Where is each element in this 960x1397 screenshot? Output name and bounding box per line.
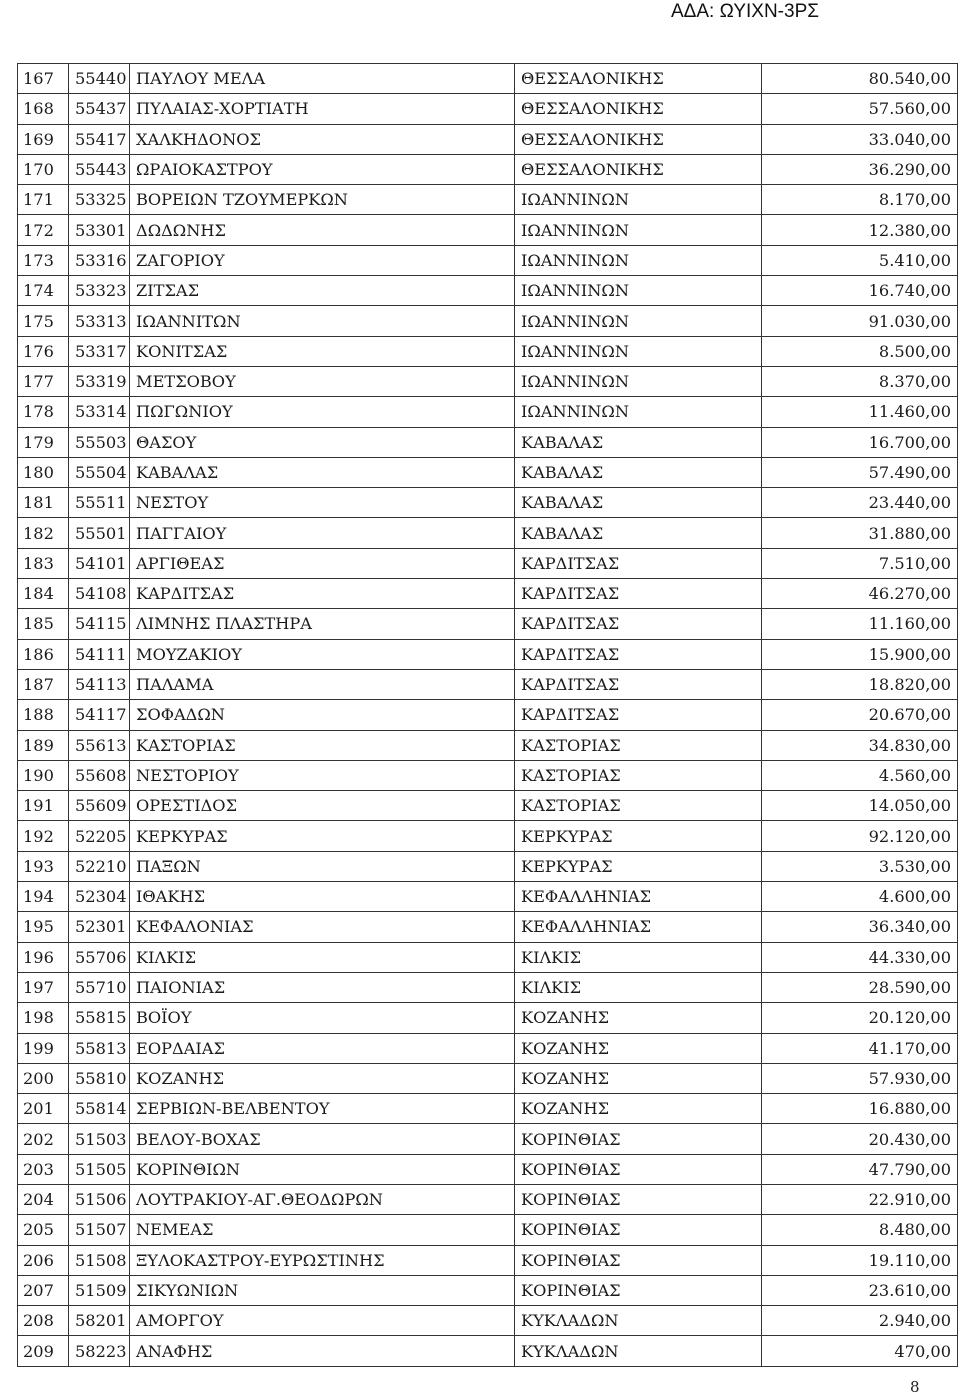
- row-number-cell: 208: [18, 1306, 69, 1336]
- amount-cell: 8.170,00: [762, 185, 958, 215]
- prefecture-cell: ΙΩΑΝΝΙΝΩΝ: [515, 397, 762, 427]
- table-row: [18, 1063, 958, 1093]
- municipality-name-cell: ΧΑΛΚΗΔΟΝΟΣ: [130, 124, 515, 154]
- municipality-code-cell: 55504: [69, 457, 130, 487]
- municipality-code-cell: 51509: [69, 1275, 130, 1305]
- table-row: [18, 942, 958, 972]
- municipality-name-cell: ΛΟΥΤΡΑΚΙΟΥ-ΑΓ.ΘΕΟΔΩΡΩΝ: [130, 1184, 515, 1214]
- prefecture-cell: ΚΟΡΙΝΘΙΑΣ: [515, 1275, 762, 1305]
- municipality-name-cell: ΩΡΑΙΟΚΑΣΤΡΟΥ: [130, 154, 515, 184]
- prefecture-cell: ΚΟΖΑΝΗΣ: [515, 1094, 762, 1124]
- prefecture-cell: ΚΕΡΚΥΡΑΣ: [515, 821, 762, 851]
- amount-cell: 34.830,00: [762, 730, 958, 760]
- municipality-name-cell: ΠΑΞΩΝ: [130, 851, 515, 881]
- table-row: [18, 488, 958, 518]
- table-row: [18, 730, 958, 760]
- row-number-cell: 186: [18, 639, 69, 669]
- municipality-name-cell: ΚΑΣΤΟΡΙΑΣ: [130, 730, 515, 760]
- amount-cell: 11.160,00: [762, 609, 958, 639]
- municipality-name-cell: ΒΟΪΟΥ: [130, 1003, 515, 1033]
- prefecture-cell: ΚΑΣΤΟΡΙΑΣ: [515, 791, 762, 821]
- row-number-cell: 198: [18, 1003, 69, 1033]
- table-row: [18, 821, 958, 851]
- row-number-cell: 196: [18, 942, 69, 972]
- amount-cell: 31.880,00: [762, 518, 958, 548]
- municipality-code-cell: 55814: [69, 1094, 130, 1124]
- prefecture-cell: ΙΩΑΝΝΙΝΩΝ: [515, 366, 762, 396]
- municipality-code-cell: 53301: [69, 215, 130, 245]
- table-row: [18, 851, 958, 881]
- amount-cell: 20.670,00: [762, 700, 958, 730]
- prefecture-cell: ΚΥΚΛΑΔΩΝ: [515, 1336, 762, 1366]
- prefecture-cell: ΙΩΑΝΝΙΝΩΝ: [515, 215, 762, 245]
- amount-cell: 12.380,00: [762, 215, 958, 245]
- municipality-code-cell: 53323: [69, 276, 130, 306]
- municipality-code-cell: 54117: [69, 700, 130, 730]
- row-number-cell: 169: [18, 124, 69, 154]
- municipality-code-cell: 55437: [69, 94, 130, 124]
- table-row: [18, 306, 958, 336]
- prefecture-cell: ΚΟΡΙΝΘΙΑΣ: [515, 1124, 762, 1154]
- row-number-cell: 184: [18, 579, 69, 609]
- table-row: [18, 1184, 958, 1214]
- table-row: [18, 215, 958, 245]
- municipality-name-cell: ΠΑΥΛΟΥ ΜΕΛΑ: [130, 64, 515, 94]
- table-row: [18, 457, 958, 487]
- prefecture-cell: ΚΑΒΑΛΑΣ: [515, 518, 762, 548]
- row-number-cell: 176: [18, 336, 69, 366]
- municipality-name-cell: ΠΑΓΓΑΙΟΥ: [130, 518, 515, 548]
- amount-cell: 22.910,00: [762, 1184, 958, 1214]
- table-row: [18, 276, 958, 306]
- table-row: [18, 760, 958, 790]
- prefecture-cell: ΚΑΒΑΛΑΣ: [515, 427, 762, 457]
- municipality-code-cell: 54111: [69, 639, 130, 669]
- municipality-code-cell: 55503: [69, 427, 130, 457]
- table-row: [18, 336, 958, 366]
- row-number-cell: 182: [18, 518, 69, 548]
- row-number-cell: 185: [18, 609, 69, 639]
- municipality-code-cell: 51508: [69, 1245, 130, 1275]
- row-number-cell: 172: [18, 215, 69, 245]
- row-number-cell: 175: [18, 306, 69, 336]
- municipality-code-cell: 58223: [69, 1336, 130, 1366]
- amount-cell: 57.930,00: [762, 1063, 958, 1093]
- table-row: [18, 518, 958, 548]
- row-number-cell: 180: [18, 457, 69, 487]
- table-row: [18, 1003, 958, 1033]
- municipality-code-cell: 55609: [69, 791, 130, 821]
- row-number-cell: 170: [18, 154, 69, 184]
- table-row: [18, 94, 958, 124]
- municipality-code-cell: 55511: [69, 488, 130, 518]
- table-row: [18, 245, 958, 275]
- municipality-code-cell: 51507: [69, 1215, 130, 1245]
- municipality-code-cell: 55608: [69, 760, 130, 790]
- prefecture-cell: ΘΕΣΣΑΛΟΝΙΚΗΣ: [515, 94, 762, 124]
- municipality-name-cell: ΚΟΝΙΤΣΑΣ: [130, 336, 515, 366]
- amount-cell: 57.490,00: [762, 457, 958, 487]
- table-row: [18, 1033, 958, 1063]
- amount-cell: 470,00: [762, 1336, 958, 1366]
- row-number-cell: 209: [18, 1336, 69, 1366]
- amount-cell: 20.120,00: [762, 1003, 958, 1033]
- prefecture-cell: ΚΑΣΤΟΡΙΑΣ: [515, 760, 762, 790]
- row-number-cell: 167: [18, 64, 69, 94]
- table-row: [18, 1215, 958, 1245]
- table-row: [18, 154, 958, 184]
- municipality-code-cell: 52304: [69, 882, 130, 912]
- amount-cell: 16.700,00: [762, 427, 958, 457]
- row-number-cell: 178: [18, 397, 69, 427]
- prefecture-cell: ΙΩΑΝΝΙΝΩΝ: [515, 276, 762, 306]
- municipality-name-cell: ΑΝΑΦΗΣ: [130, 1336, 515, 1366]
- prefecture-cell: ΙΩΑΝΝΙΝΩΝ: [515, 185, 762, 215]
- municipality-code-cell: 55613: [69, 730, 130, 760]
- amount-cell: 8.500,00: [762, 336, 958, 366]
- table-row: [18, 366, 958, 396]
- row-number-cell: 207: [18, 1275, 69, 1305]
- municipality-name-cell: ΠΑΙΟΝΙΑΣ: [130, 972, 515, 1002]
- amount-cell: 16.880,00: [762, 1094, 958, 1124]
- municipality-code-cell: 55417: [69, 124, 130, 154]
- table-row: [18, 185, 958, 215]
- municipality-name-cell: ΙΩΑΝΝΙΤΩΝ: [130, 306, 515, 336]
- municipality-name-cell: ΝΕΣΤΟΡΙΟΥ: [130, 760, 515, 790]
- municipality-name-cell: ΕΟΡΔΑΙΑΣ: [130, 1033, 515, 1063]
- municipality-code-cell: 54113: [69, 669, 130, 699]
- table-row: [18, 972, 958, 1002]
- amount-cell: 57.560,00: [762, 94, 958, 124]
- municipality-code-cell: 53314: [69, 397, 130, 427]
- prefecture-cell: ΚΑΒΑΛΑΣ: [515, 488, 762, 518]
- municipality-code-cell: 58201: [69, 1306, 130, 1336]
- amount-cell: 4.600,00: [762, 882, 958, 912]
- row-number-cell: 191: [18, 791, 69, 821]
- municipality-name-cell: ΘΑΣΟΥ: [130, 427, 515, 457]
- municipality-name-cell: ΒΟΡΕΙΩΝ ΤΖΟΥΜΕΡΚΩΝ: [130, 185, 515, 215]
- row-number-cell: 200: [18, 1063, 69, 1093]
- prefecture-cell: ΚΙΛΚΙΣ: [515, 972, 762, 1002]
- row-number-cell: 192: [18, 821, 69, 851]
- amount-cell: 36.340,00: [762, 912, 958, 942]
- table-row: [18, 1245, 958, 1275]
- prefecture-cell: ΙΩΑΝΝΙΝΩΝ: [515, 245, 762, 275]
- table-row: [18, 1154, 958, 1184]
- allocation-table: [17, 63, 958, 1367]
- municipality-code-cell: 55815: [69, 1003, 130, 1033]
- municipality-name-cell: ΠΩΓΩΝΙΟΥ: [130, 397, 515, 427]
- row-number-cell: 190: [18, 760, 69, 790]
- table-row: [18, 1306, 958, 1336]
- prefecture-cell: ΘΕΣΣΑΛΟΝΙΚΗΣ: [515, 154, 762, 184]
- prefecture-cell: ΚΑΡΔΙΤΣΑΣ: [515, 548, 762, 578]
- prefecture-cell: ΘΕΣΣΑΛΟΝΙΚΗΣ: [515, 64, 762, 94]
- municipality-name-cell: ΛΙΜΝΗΣ ΠΛΑΣΤΗΡΑ: [130, 609, 515, 639]
- amount-cell: 5.410,00: [762, 245, 958, 275]
- prefecture-cell: ΙΩΑΝΝΙΝΩΝ: [515, 306, 762, 336]
- prefecture-cell: ΚΑΡΔΙΤΣΑΣ: [515, 579, 762, 609]
- prefecture-cell: ΚΥΚΛΑΔΩΝ: [515, 1306, 762, 1336]
- municipality-name-cell: ΟΡΕΣΤΙΔΟΣ: [130, 791, 515, 821]
- table-body: [18, 64, 958, 1367]
- prefecture-cell: ΚΕΡΚΥΡΑΣ: [515, 851, 762, 881]
- row-number-cell: 197: [18, 972, 69, 1002]
- municipality-code-cell: 54101: [69, 548, 130, 578]
- municipality-code-cell: 51503: [69, 1124, 130, 1154]
- row-number-cell: 194: [18, 882, 69, 912]
- municipality-code-cell: 55440: [69, 64, 130, 94]
- row-number-cell: 168: [18, 94, 69, 124]
- row-number-cell: 179: [18, 427, 69, 457]
- table-row: [18, 639, 958, 669]
- amount-cell: 23.610,00: [762, 1275, 958, 1305]
- prefecture-cell: ΚΑΒΑΛΑΣ: [515, 457, 762, 487]
- municipality-code-cell: 51506: [69, 1184, 130, 1214]
- municipality-code-cell: 53313: [69, 306, 130, 336]
- municipality-name-cell: ΝΕΜΕΑΣ: [130, 1215, 515, 1245]
- amount-cell: 16.740,00: [762, 276, 958, 306]
- prefecture-cell: ΚΟΡΙΝΘΙΑΣ: [515, 1184, 762, 1214]
- municipality-name-cell: ΚΟΖΑΝΗΣ: [130, 1063, 515, 1093]
- municipality-name-cell: ΝΕΣΤΟΥ: [130, 488, 515, 518]
- table-row: [18, 1275, 958, 1305]
- prefecture-cell: ΚΑΡΔΙΤΣΑΣ: [515, 669, 762, 699]
- table-row: [18, 579, 958, 609]
- row-number-cell: 174: [18, 276, 69, 306]
- prefecture-cell: ΙΩΑΝΝΙΝΩΝ: [515, 336, 762, 366]
- municipality-name-cell: ΣΕΡΒΙΩΝ-ΒΕΛΒΕΝΤΟΥ: [130, 1094, 515, 1124]
- amount-cell: 36.290,00: [762, 154, 958, 184]
- municipality-code-cell: 55501: [69, 518, 130, 548]
- prefecture-cell: ΚΟΡΙΝΘΙΑΣ: [515, 1215, 762, 1245]
- amount-cell: 23.440,00: [762, 488, 958, 518]
- table-row: [18, 1124, 958, 1154]
- amount-cell: 44.330,00: [762, 942, 958, 972]
- row-number-cell: 203: [18, 1154, 69, 1184]
- prefecture-cell: ΚΟΡΙΝΘΙΑΣ: [515, 1245, 762, 1275]
- municipality-code-cell: 55813: [69, 1033, 130, 1063]
- prefecture-cell: ΚΑΡΔΙΤΣΑΣ: [515, 700, 762, 730]
- municipality-code-cell: 55706: [69, 942, 130, 972]
- municipality-name-cell: ΞΥΛΟΚΑΣΤΡΟΥ-ΕΥΡΩΣΤΙΝΗΣ: [130, 1245, 515, 1275]
- amount-cell: 20.430,00: [762, 1124, 958, 1154]
- row-number-cell: 195: [18, 912, 69, 942]
- amount-cell: 15.900,00: [762, 639, 958, 669]
- municipality-name-cell: ΚΟΡΙΝΘΙΩΝ: [130, 1154, 515, 1184]
- municipality-code-cell: 52205: [69, 821, 130, 851]
- municipality-name-cell: ΠΥΛΑΙΑΣ-ΧΟΡΤΙΑΤΗ: [130, 94, 515, 124]
- row-number-cell: 205: [18, 1215, 69, 1245]
- amount-cell: 4.560,00: [762, 760, 958, 790]
- municipality-code-cell: 55443: [69, 154, 130, 184]
- row-number-cell: 183: [18, 548, 69, 578]
- municipality-name-cell: ΚΑΡΔΙΤΣΑΣ: [130, 579, 515, 609]
- table-row: [18, 791, 958, 821]
- row-number-cell: 199: [18, 1033, 69, 1063]
- prefecture-cell: ΚΙΛΚΙΣ: [515, 942, 762, 972]
- amount-cell: 2.940,00: [762, 1306, 958, 1336]
- prefecture-cell: ΚΑΡΔΙΤΣΑΣ: [515, 609, 762, 639]
- municipality-code-cell: 55710: [69, 972, 130, 1002]
- municipality-code-cell: 52210: [69, 851, 130, 881]
- table-row: [18, 124, 958, 154]
- row-number-cell: 202: [18, 1124, 69, 1154]
- amount-cell: 80.540,00: [762, 64, 958, 94]
- table-row: [18, 1094, 958, 1124]
- municipality-name-cell: ΖΑΓΟΡΙΟΥ: [130, 245, 515, 275]
- amount-cell: 19.110,00: [762, 1245, 958, 1275]
- amount-cell: 8.370,00: [762, 366, 958, 396]
- prefecture-cell: ΚΕΦΑΛΛΗΝΙΑΣ: [515, 912, 762, 942]
- row-number-cell: 206: [18, 1245, 69, 1275]
- amount-cell: 8.480,00: [762, 1215, 958, 1245]
- amount-cell: 92.120,00: [762, 821, 958, 851]
- municipality-name-cell: ΔΩΔΩΝΗΣ: [130, 215, 515, 245]
- prefecture-cell: ΚΟΖΑΝΗΣ: [515, 1063, 762, 1093]
- amount-cell: 47.790,00: [762, 1154, 958, 1184]
- municipality-name-cell: ΒΕΛΟΥ-ΒΟΧΑΣ: [130, 1124, 515, 1154]
- prefecture-cell: ΚΟΡΙΝΘΙΑΣ: [515, 1154, 762, 1184]
- prefecture-cell: ΚΑΡΔΙΤΣΑΣ: [515, 639, 762, 669]
- amount-cell: 33.040,00: [762, 124, 958, 154]
- municipality-code-cell: 54115: [69, 609, 130, 639]
- municipality-name-cell: ΜΕΤΣΟΒΟΥ: [130, 366, 515, 396]
- table-row: [18, 548, 958, 578]
- municipality-code-cell: 53319: [69, 366, 130, 396]
- table-row: [18, 427, 958, 457]
- table-row: [18, 609, 958, 639]
- table-row: [18, 64, 958, 94]
- municipality-name-cell: ΖΙΤΣΑΣ: [130, 276, 515, 306]
- row-number-cell: 204: [18, 1184, 69, 1214]
- municipality-name-cell: ΚΕΦΑΛΟΝΙΑΣ: [130, 912, 515, 942]
- municipality-name-cell: ΜΟΥΖΑΚΙΟΥ: [130, 639, 515, 669]
- prefecture-cell: ΚΟΖΑΝΗΣ: [515, 1033, 762, 1063]
- row-number-cell: 193: [18, 851, 69, 881]
- amount-cell: 28.590,00: [762, 972, 958, 1002]
- row-number-cell: 189: [18, 730, 69, 760]
- amount-cell: 18.820,00: [762, 669, 958, 699]
- prefecture-cell: ΚΕΦΑΛΛΗΝΙΑΣ: [515, 882, 762, 912]
- row-number-cell: 187: [18, 669, 69, 699]
- prefecture-cell: ΚΑΣΤΟΡΙΑΣ: [515, 730, 762, 760]
- municipality-code-cell: 53317: [69, 336, 130, 366]
- amount-cell: 3.530,00: [762, 851, 958, 881]
- municipality-name-cell: ΠΑΛΑΜΑ: [130, 669, 515, 699]
- municipality-code-cell: 51505: [69, 1154, 130, 1184]
- municipality-code-cell: 53325: [69, 185, 130, 215]
- municipality-name-cell: ΑΡΓΙΘΕΑΣ: [130, 548, 515, 578]
- municipality-name-cell: ΚΑΒΑΛΑΣ: [130, 457, 515, 487]
- amount-cell: 14.050,00: [762, 791, 958, 821]
- prefecture-cell: ΘΕΣΣΑΛΟΝΙΚΗΣ: [515, 124, 762, 154]
- municipality-name-cell: ΣΙΚΥΩΝΙΩΝ: [130, 1275, 515, 1305]
- municipality-code-cell: 52301: [69, 912, 130, 942]
- amount-cell: 11.460,00: [762, 397, 958, 427]
- municipality-name-cell: ΚΕΡΚΥΡΑΣ: [130, 821, 515, 851]
- ada-header: ΑΔΑ: ΩΥΙΧΝ-3ΡΣ: [670, 1, 819, 22]
- row-number-cell: 201: [18, 1094, 69, 1124]
- municipality-name-cell: ΚΙΛΚΙΣ: [130, 942, 515, 972]
- prefecture-cell: ΚΟΖΑΝΗΣ: [515, 1003, 762, 1033]
- table-row: [18, 1336, 958, 1366]
- amount-cell: 41.170,00: [762, 1033, 958, 1063]
- amount-cell: 91.030,00: [762, 306, 958, 336]
- municipality-name-cell: ΑΜΟΡΓΟΥ: [130, 1306, 515, 1336]
- municipality-code-cell: 54108: [69, 579, 130, 609]
- municipality-code-cell: 55810: [69, 1063, 130, 1093]
- municipality-code-cell: 53316: [69, 245, 130, 275]
- table-row: [18, 912, 958, 942]
- municipality-name-cell: ΙΘΑΚΗΣ: [130, 882, 515, 912]
- row-number-cell: 171: [18, 185, 69, 215]
- table-row: [18, 397, 958, 427]
- table-row: [18, 669, 958, 699]
- page-number: 8: [910, 1378, 920, 1396]
- municipality-name-cell: ΣΟΦΑΔΩΝ: [130, 700, 515, 730]
- table-row: [18, 882, 958, 912]
- amount-cell: 7.510,00: [762, 548, 958, 578]
- amount-cell: 46.270,00: [762, 579, 958, 609]
- row-number-cell: 173: [18, 245, 69, 275]
- row-number-cell: 188: [18, 700, 69, 730]
- row-number-cell: 181: [18, 488, 69, 518]
- table-row: [18, 700, 958, 730]
- row-number-cell: 177: [18, 366, 69, 396]
